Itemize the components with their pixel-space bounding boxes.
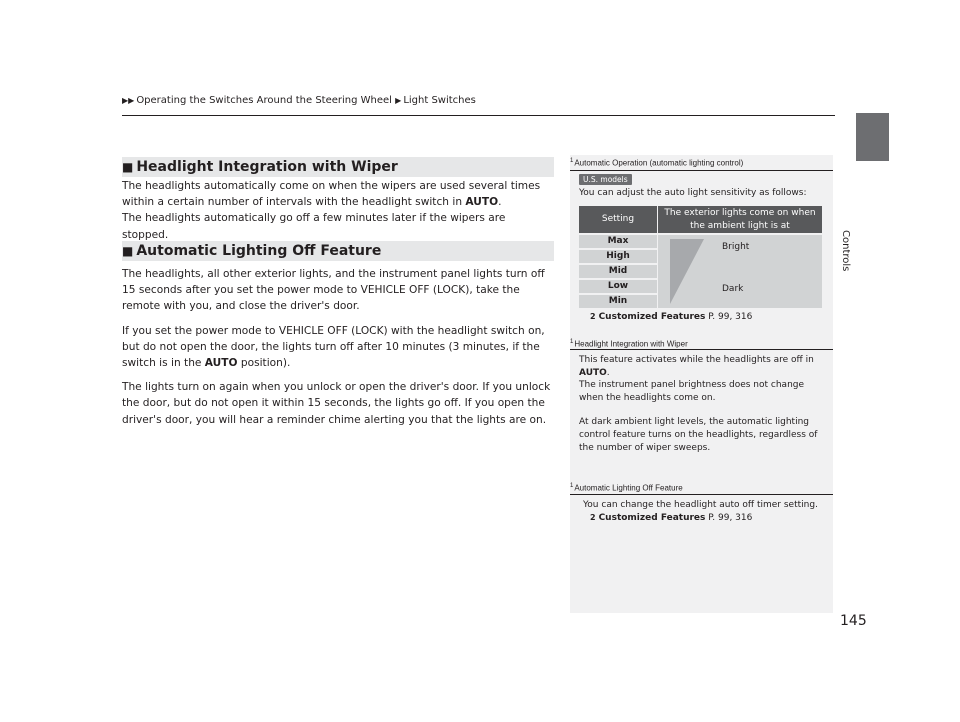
table-header-setting: Setting	[579, 206, 657, 233]
note-rule	[570, 494, 833, 495]
table-cell-setting: Low	[579, 280, 657, 293]
square-bullet-icon: ■	[122, 160, 134, 174]
note-text: You can adjust the auto light sensitivity as follows:	[579, 188, 807, 198]
chapter-label: Controls	[840, 230, 851, 272]
table-cell-setting: High	[579, 250, 657, 263]
section-heading-auto-lighting-off	[122, 241, 554, 261]
breadcrumb-item: Operating the Switches Around the Steering Wheel	[136, 95, 392, 106]
note-title: $^1$Automatic Lighting Off Feature	[570, 483, 683, 493]
section-title: Automatic Lighting Off Feature	[136, 243, 382, 259]
reference-arrow-icon: 2	[590, 513, 596, 522]
paragraph: The headlights, all other exterior lights, and the instrument panel lights turn off 15 seconds after you set the power mode to VEHICLE OFF (LOCK), take the remote with you, and close the driver's door.	[122, 268, 545, 313]
note-rule	[570, 349, 833, 350]
note-rule	[570, 170, 833, 171]
chapter-tab	[856, 113, 889, 161]
table-header-ambient: The exterior lights come on when the ambient light is at	[658, 206, 822, 233]
table-cell-setting: Max	[579, 235, 657, 248]
section-heading-headlight-integration	[122, 157, 554, 177]
breadcrumb-arrow-icon: ▶	[395, 96, 402, 105]
label-dark: Dark	[722, 284, 744, 294]
page-number: 145	[840, 613, 867, 629]
table-cell-setting: Mid	[579, 265, 657, 278]
note-title: $^1$Automatic Operation (automatic lighting control)	[570, 158, 744, 168]
section2-body	[122, 266, 554, 428]
reference-arrow-icon: 2	[590, 312, 596, 321]
paragraph: The lights turn on again when you unlock or open the driver's door. If you unlock the door, but do not open it within 15 seconds, the lights go off. If you open the driver's door, you will hear a reminder chime alerting you that the lights are on.	[122, 381, 551, 426]
section1-body	[122, 178, 554, 243]
breadcrumb-arrow-icon: ▶▶	[122, 96, 135, 105]
note2-body	[579, 354, 827, 454]
table-cell-setting: Min	[579, 295, 657, 308]
header-rule	[122, 115, 835, 116]
breadcrumb	[122, 95, 476, 106]
breadcrumb-item: Light Switches	[403, 95, 476, 106]
region-badge: U.S. models	[579, 174, 632, 185]
paragraph: The headlights automatically go off a few minutes later if the wipers are stopped.	[122, 212, 506, 241]
cross-reference[interactable]: 2 Customized Features P. 99, 316	[590, 312, 753, 322]
table-ambient-area	[658, 235, 822, 308]
cross-reference[interactable]: 2 Customized Features P. 99, 316	[590, 513, 753, 523]
note-text: At dark ambient light levels, the automatic lighting control feature turns on the headlights, regardless of the number of wiper sweeps.	[579, 417, 818, 453]
paragraph: The headlights automatically come on when the wipers are used several times within a certain number of intervals with the headlight switch in AUTO.	[122, 180, 541, 209]
note-text: This feature activates while the headlights are off in AUTO.	[579, 355, 814, 378]
label-bright: Bright	[722, 242, 750, 252]
note-text: You can change the headlight auto off timer setting.	[583, 500, 818, 510]
square-bullet-icon: ■	[122, 244, 134, 258]
note-title: $^1$Headlight Integration with Wiper	[570, 339, 688, 349]
section-title: Headlight Integration with Wiper	[136, 159, 398, 175]
paragraph: If you set the power mode to VEHICLE OFF (LOCK) with the headlight switch on, but do not open the door, the lights turn off after 10 minutes (3 minutes, if the switch is in the AUTO position).	[122, 324, 545, 370]
note-text: The instrument panel brightness does not change when the headlights come on.	[579, 380, 805, 403]
